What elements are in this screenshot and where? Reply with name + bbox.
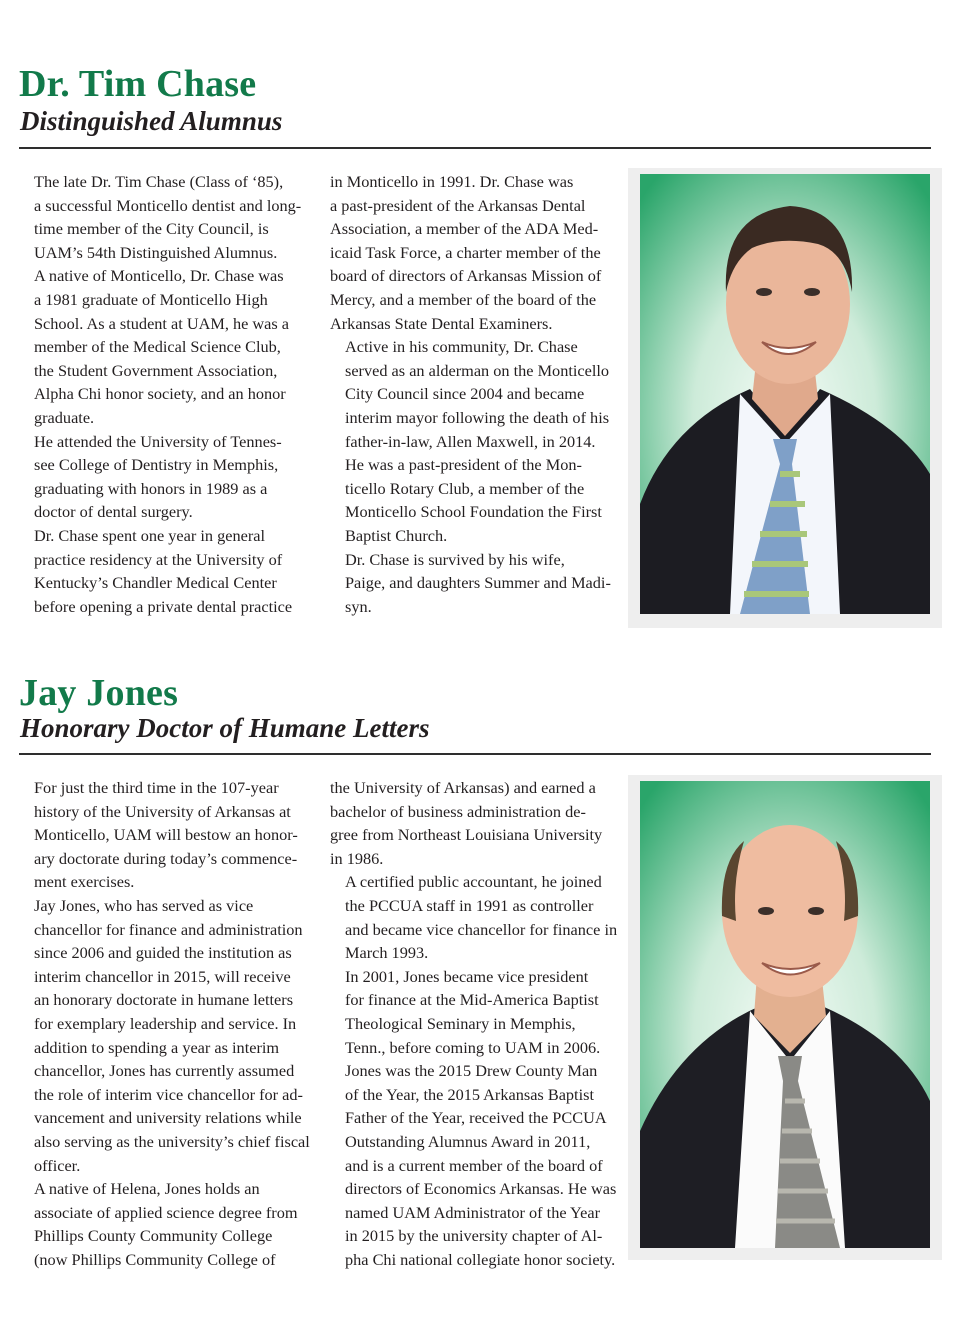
- text-line: see College of Dentistry in Memphis,: [34, 455, 279, 475]
- article-paragraph: [330, 870, 622, 964]
- text-line: A certified public accountant, he joined: [345, 872, 602, 892]
- text-line: interim chancellor in 2015, will receive: [34, 966, 291, 986]
- text-line: City Council since 2004 and became: [345, 384, 585, 404]
- text-line: a successful Monticello dentist and long-: [34, 195, 302, 215]
- profile-title: Distinguished Alumnus: [20, 106, 283, 136]
- text-line: board of directors of Arkansas Mission of: [330, 266, 602, 286]
- article-column-left: [19, 170, 311, 618]
- text-line: the University of Arkansas) and earned a: [330, 778, 596, 797]
- text-line: Jones was the 2015 Drew County Man: [345, 1061, 598, 1081]
- text-line: Active in his community, Dr. Chase: [345, 337, 578, 357]
- article-paragraph: [330, 335, 622, 547]
- text-line: Tenn., before coming to UAM in 2006.: [345, 1037, 601, 1057]
- text-line: also serving as the university’s chief fiscal: [34, 1131, 310, 1151]
- text-line: associate of applied science degree from: [34, 1202, 298, 1222]
- article-paragraph: [19, 170, 311, 264]
- text-line: pha Chi national collegiate honor society.: [345, 1249, 616, 1269]
- section-divider: [19, 753, 931, 755]
- text-line: March 1993.: [345, 943, 429, 963]
- text-line: For just the third time in the 107-year: [34, 778, 279, 797]
- text-line: in Monticello in 1991. Dr. Chase was: [330, 172, 574, 191]
- text-line: Association, a member of the ADA Med-: [330, 219, 599, 239]
- text-line: Theological Seminary in Memphis,: [345, 1013, 576, 1033]
- article-column-left: [19, 776, 311, 1271]
- article-paragraph: [330, 965, 622, 1059]
- text-line: Dr. Chase is survived by his wife,: [345, 549, 565, 569]
- text-line: School. As a student at UAM, he was a: [34, 313, 290, 333]
- section-divider: [19, 147, 931, 149]
- article-paragraph: [330, 170, 622, 335]
- text-line: Baptist Church.: [345, 525, 448, 545]
- text-line: Phillips County Community College: [34, 1226, 273, 1246]
- text-line: time member of the City Council, is: [34, 219, 269, 239]
- text-line: Dr. Chase spent one year in general: [34, 525, 266, 545]
- text-line: Mercy, and a member of the board of the: [330, 289, 597, 309]
- text-line: for finance at the Mid-America Baptist: [345, 990, 599, 1010]
- text-line: practice residency at the University of: [34, 549, 283, 569]
- text-line: chancellor for finance and administration: [34, 919, 303, 939]
- article-paragraph: [19, 776, 311, 894]
- text-line: father-in-law, Allen Maxwell, in 2014.: [345, 431, 596, 451]
- text-line: The late Dr. Tim Chase (Class of ‘85),: [34, 172, 284, 191]
- text-line: vancement and university relations while: [34, 1108, 302, 1128]
- text-line: A native of Helena, Jones holds an: [34, 1179, 260, 1199]
- text-line: the PCCUA staff in 1991 as controller: [345, 895, 594, 915]
- text-line: Alpha Chi honor society, and an honor: [34, 384, 286, 404]
- text-line: Monticello, UAM will bestow an honor-: [34, 825, 298, 845]
- text-line: ticello Rotary Club, a member of the: [345, 478, 585, 498]
- article-paragraph: [19, 524, 311, 618]
- text-line: since 2006 and guided the institution as: [34, 943, 292, 963]
- text-line: chancellor, Jones has currently assumed: [34, 1061, 295, 1081]
- article-paragraph: [330, 776, 622, 870]
- text-line: gree from Northeast Louisiana University: [330, 825, 603, 845]
- text-line: Jay Jones, who has served as vice: [34, 895, 254, 915]
- article-paragraph: [19, 430, 311, 524]
- profile-tim-chase: [0, 0, 954, 640]
- text-line: and is a current member of the board of: [345, 1155, 603, 1175]
- text-line: Kentucky’s Chandler Medical Center: [34, 573, 277, 593]
- text-line: the role of interim vice chancellor for ad-: [34, 1084, 303, 1104]
- article-paragraph: [19, 264, 311, 429]
- portrait-jay-jones: [640, 781, 930, 1248]
- text-line: for exemplary leadership and service. In: [34, 1013, 297, 1033]
- text-line: syn.: [345, 596, 372, 616]
- article-paragraph: [330, 548, 622, 619]
- text-line: icaid Task Force, a charter member of the: [330, 242, 601, 262]
- text-line: He attended the University of Tennes-: [34, 431, 282, 451]
- text-line: interim mayor following the death of his: [345, 407, 610, 427]
- profile-name: Dr. Tim Chase: [19, 63, 257, 105]
- text-line: the Student Government Association,: [34, 360, 278, 380]
- portrait-tim-chase: [640, 174, 930, 614]
- text-line: member of the Medical Science Club,: [34, 337, 281, 357]
- text-line: and became vice chancellor for finance in: [345, 919, 618, 939]
- text-line: before opening a private dental practice: [34, 596, 293, 616]
- article-column-middle: [330, 170, 622, 618]
- text-line: ment exercises.: [34, 872, 135, 892]
- profile-title: Honorary Doctor of Humane Letters: [20, 713, 430, 743]
- text-line: In 2001, Jones became vice president: [345, 966, 589, 986]
- text-line: Paige, and daughters Summer and Madi-: [345, 573, 611, 593]
- text-line: served as an alderman on the Monticello: [345, 360, 610, 380]
- text-line: graduate.: [34, 407, 95, 427]
- text-line: officer.: [34, 1155, 81, 1175]
- text-line: directors of Economics Arkansas. He was: [345, 1179, 617, 1199]
- portrait-photo: [640, 174, 930, 614]
- text-line: bachelor of business administration de-: [330, 801, 586, 821]
- article-paragraph: [19, 1177, 311, 1271]
- text-line: named UAM Administrator of the Year: [345, 1202, 601, 1222]
- text-line: ary doctorate during today’s commence-: [34, 848, 298, 868]
- profile-jay-jones: [0, 640, 954, 1332]
- text-line: an honorary doctorate in humane letters: [34, 990, 294, 1010]
- text-line: in 1986.: [330, 848, 384, 868]
- text-line: in 2015 by the university chapter of Al-: [345, 1226, 603, 1246]
- text-line: of the Year, the 2015 Arkansas Baptist: [345, 1084, 594, 1104]
- profile-name: Jay Jones: [19, 672, 179, 714]
- article-paragraph: [19, 894, 311, 1177]
- article-paragraph: [330, 1059, 622, 1271]
- text-line: Outstanding Alumnus Award in 2011,: [345, 1131, 591, 1151]
- text-line: Father of the Year, received the PCCUA: [345, 1108, 607, 1128]
- text-line: a 1981 graduate of Monticello High: [34, 289, 268, 309]
- text-line: doctor of dental surgery.: [34, 502, 193, 522]
- text-line: UAM’s 54th Distinguished Alumnus.: [34, 242, 278, 262]
- portrait-photo: [640, 781, 930, 1248]
- text-line: A native of Monticello, Dr. Chase was: [34, 266, 284, 286]
- text-line: He was a past-president of the Mon-: [345, 455, 582, 475]
- text-line: a past-president of the Arkansas Dental: [330, 195, 586, 215]
- article-column-middle: [330, 776, 622, 1271]
- text-line: Monticello School Foundation the First: [345, 502, 602, 522]
- text-line: graduating with honors in 1989 as a: [34, 478, 268, 498]
- text-line: history of the University of Arkansas at: [34, 801, 291, 821]
- text-line: addition to spending a year as interim: [34, 1037, 280, 1057]
- text-line: (now Phillips Community College of: [34, 1249, 276, 1269]
- text-line: Arkansas State Dental Examiners.: [330, 313, 553, 333]
